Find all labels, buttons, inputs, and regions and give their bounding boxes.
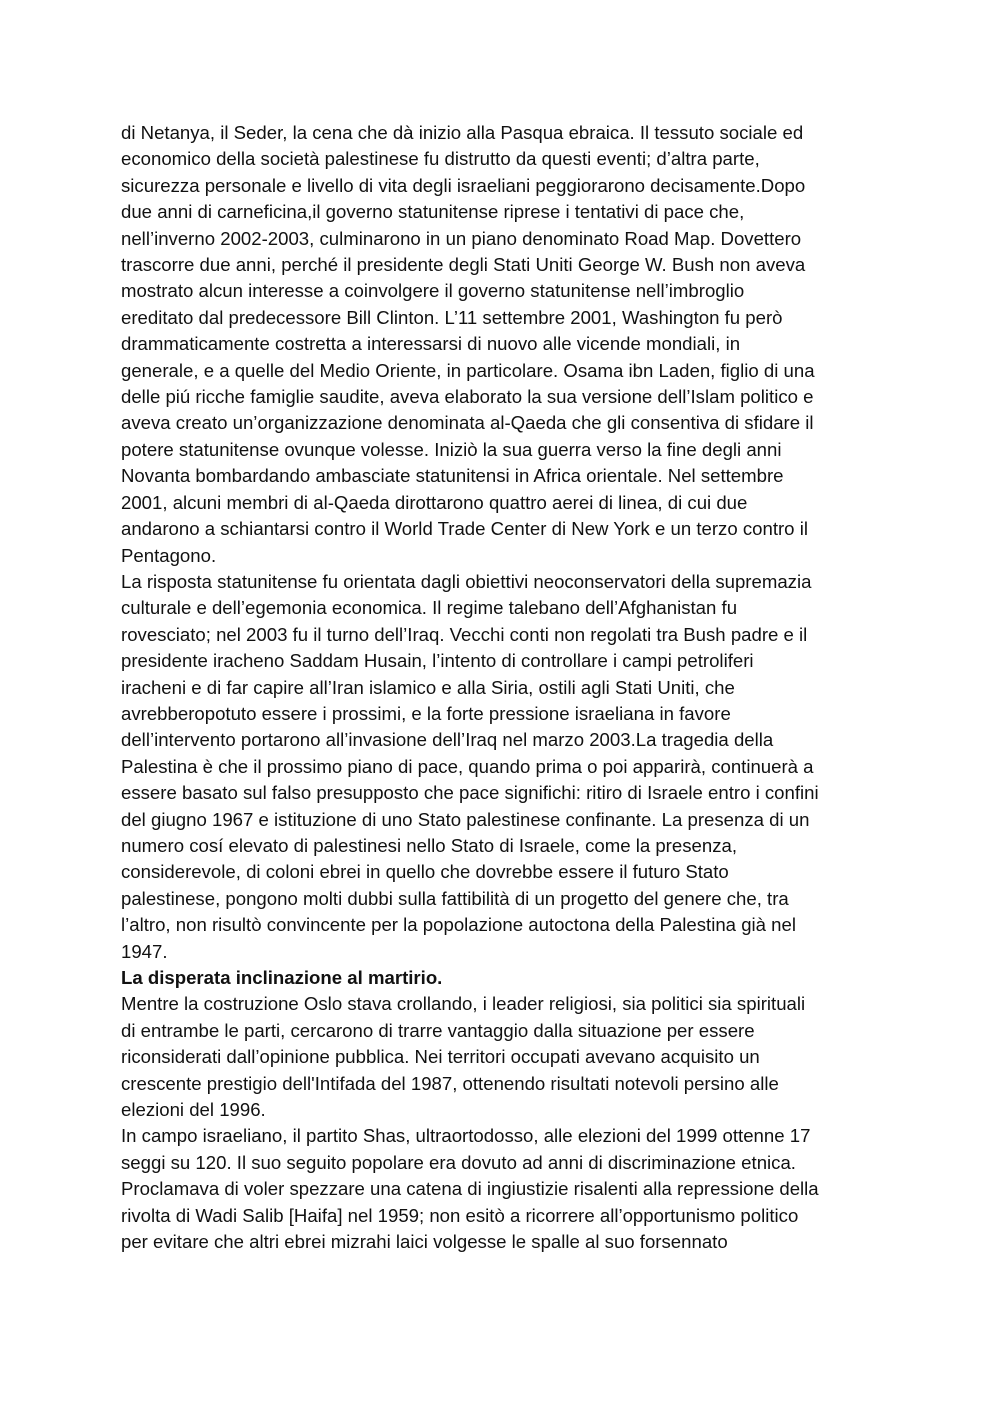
text-line: iracheni e di far capire all’Iran islamico e alla Siria, ostili agli Stati Uniti, che (121, 676, 735, 698)
text-line: potere statunitense ovunque volesse. Iniziò la sua guerra verso la fine degli anni (121, 438, 782, 460)
text-line: sicurezza personale e livello di vita degli israeliani peggiorarono decisamente.Dopo (121, 174, 806, 196)
text-line: per evitare che altri ebrei mizrahi laici volgesse le spalle al suo forsennato (121, 1231, 728, 1253)
text-line: In campo israeliano, il partito Shas, ultraortodosso, alle elezioni del 1999 ottenne 17 (121, 1125, 811, 1147)
text-line: Pentagono. (121, 544, 217, 566)
text-line: dell’intervento portarono all’invasione dell’Iraq nel marzo 2003.La tragedia della (121, 729, 774, 751)
text-line: drammaticamente costretta a interessarsi di nuovo alle vicende mondiali, in (121, 333, 741, 355)
text-line: economico della società palestinese fu distrutto da questi eventi; d’altra parte, (121, 148, 760, 170)
text-line: di entrambe le parti, cercarono di trarre vantaggio dalla situazione per essere (121, 1019, 755, 1041)
text-line: due anni di carneficina,il governo statunitense riprese i tentativi di pace che, (121, 201, 745, 223)
text-line: elezioni del 1996. (121, 1099, 266, 1121)
text-line: Novanta bombardando ambasciate statunitensi in Africa orientale. Nel settembre (121, 465, 784, 487)
text-line: aveva creato un’organizzazione denominata al-Qaeda che gli consentiva di sfidare il (121, 412, 814, 434)
paragraph (121, 120, 891, 569)
text-line: 2001, alcuni membri di al-Qaeda dirottarono quattro aerei di linea, di cui due (121, 491, 748, 513)
text-line: di Netanya, il Seder, la cena che dà inizio alla Pasqua ebraica. Il tessuto sociale ed (121, 122, 804, 143)
paragraph (121, 991, 891, 1123)
text-line: andarono a schiantarsi contro il World Trade Center di New York e un terzo contro il (121, 518, 808, 540)
text-line: avrebberopotuto essere i prossimi, e la forte pressione israeliana in favore (121, 702, 731, 724)
text-line: culturale e dell’egemonia economica. Il regime talebano dell’Afghanistan fu (121, 597, 738, 619)
text-line: presidente iracheno Saddam Husain, l’intento di controllare i campi petroliferi (121, 650, 754, 672)
text-line: La risposta statunitense fu orientata dagli obiettivi neoconservatori della supremazia (121, 570, 812, 592)
section-heading: La disperata inclinazione al martirio. (121, 967, 443, 988)
text-line: Palestina è che il prossimo piano di pace, quando prima o poi apparirà, continuerà a (121, 755, 814, 777)
text-line: crescente prestigio dell'Intifada del 1987, ottenendo risultati notevoli persino alle (121, 1072, 779, 1094)
text-line: delle piú ricche famiglie saudite, aveva elaborato la sua versione dell’Islam politico e (121, 386, 814, 408)
text-line: del giugno 1967 e istituzione di uno Stato palestinese confinante. La presenza di un (121, 808, 810, 830)
document-page (121, 120, 891, 1255)
paragraph (121, 1123, 891, 1255)
text-line: considerevole, di coloni ebrei in quello che dovrebbe essere il futuro Stato (121, 861, 729, 883)
text-line: Mentre la costruzione Oslo stava crollando, i leader religiosi, sia politici sia spirituali (121, 993, 806, 1015)
text-line: 1947. (121, 940, 168, 962)
text-line: l’altro, non risultò convincente per la popolazione autoctona della Palestina già nel (121, 914, 796, 936)
text-line: rovesciato; nel 2003 fu il turno dell’Iraq. Vecchi conti non regolati tra Bush padre e il (121, 623, 808, 645)
text-line: essere basato sul falso presupposto che pace significhi: ritiro di Israele entro i confini (121, 782, 819, 804)
text-line: riconsiderati dall’opinione pubblica. Nei territori occupati avevano acquisito un (121, 1046, 760, 1068)
text-line: mostrato alcun interesse a coinvolgere il governo statunitense nell’imbroglio (121, 280, 745, 302)
text-line: trascorre due anni, perché il presidente degli Stati Uniti George W. Bush non aveva (121, 254, 806, 276)
text-line: rivolta di Wadi Salib [Haifa] nel 1959; non esitò a ricorrere all’opportunismo politico (121, 1204, 799, 1226)
text-line: generale, e a quelle del Medio Oriente, in particolare. Osama ibn Laden, figlio di una (121, 359, 815, 381)
paragraph (121, 569, 891, 965)
text-line: ereditato dal predecessore Bill Clinton. L’11 settembre 2001, Washington fu però (121, 306, 783, 328)
text-line: numero cosí elevato di palestinesi nello Stato di Israele, come la presenza, (121, 834, 737, 856)
text-line: seggi su 120. Il suo seguito popolare era dovuto ad anni di discriminazione etnica. (121, 1151, 796, 1173)
text-line: Proclamava di voler spezzare una catena di ingiustizie risalenti alla repressione della (121, 1178, 819, 1200)
text-line: nell’inverno 2002-2003, culminarono in un piano denominato Road Map. Dovettero (121, 227, 802, 249)
text-line: palestinese, pongono molti dubbi sulla fattibilità di un progetto del genere che, tra (121, 887, 789, 909)
